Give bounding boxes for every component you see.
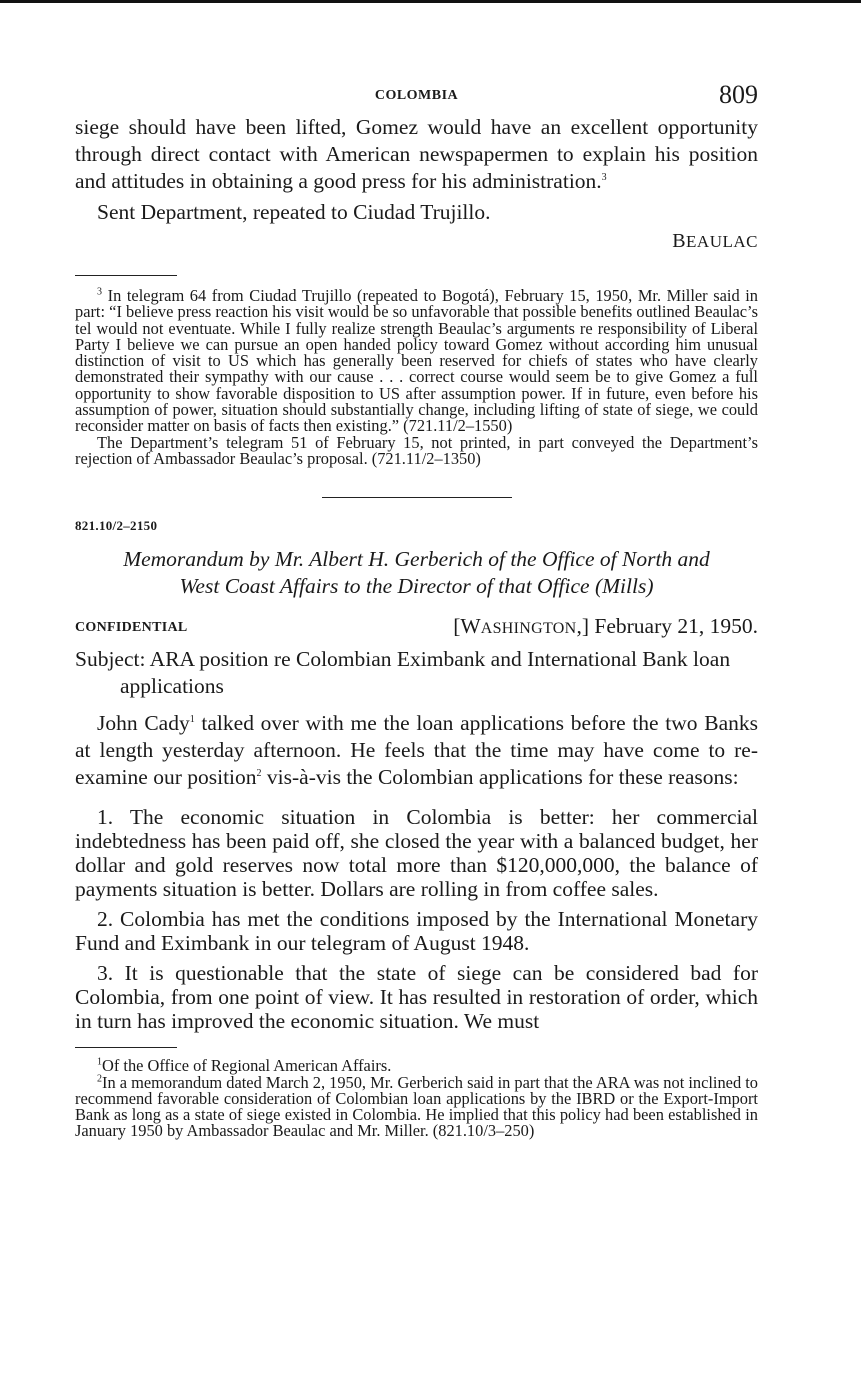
reason-item: 1. The economic situation in Colombia is better: her commercial indebtedness has been paid off, she closed the year with a balanced budget, her dollar and gold reserves now total more than $120,000,000, the balance of payments situation is better. Dollars are rolling in from coffee sales. bbox=[75, 805, 758, 902]
memo-title: Memorandum by Mr. Albert H. Gerberich of the Office of North and West Coast Affairs to the Director of that Office (Mills) bbox=[123, 547, 710, 599]
file-number: 821.10/2–2150 bbox=[75, 518, 158, 534]
top-border-rule bbox=[0, 0, 861, 3]
reason-item: 3. It is questionable that the state of siege can be considered bad for Colombia, from one point of view. It has resulted in restoration of order, which in turn has improved the economic situation. We must bbox=[75, 961, 758, 1034]
footnote-divider-bottom bbox=[75, 1047, 177, 1048]
continuation-paragraph: siege should have been lifted, Gomez would have an excellent opportunity through direct contact with American newspapermen to explain his position and attitudes in obtaining a good press for his administration.$^3$ bbox=[75, 115, 758, 193]
footnote-2: $^2$In a memorandum dated March 2, 1950, Mr. Gerberich said in part that the ARA was not inclined to recommend favorable consideration of Colombian loan applications by the IBRD or the Export-Import Bank as long as a state of siege existed in Colombia. He implied that this policy had been established in January 1950 by Ambassador Beaulac and Mr. Miller. (821.10/3–250) bbox=[75, 1072, 758, 1141]
memo-intro-paragraph: John Cady$^1$ talked over with me the loan applications before the two Banks at length yesterday afternoon. He feels that the time may have come to re-examine our position$^2$ vis-à-vis the Colombian applications for these reasons: bbox=[75, 711, 758, 790]
footnote-3: $^3$ In telegram 64 from Ciudad Trujillo (repeated to Bogotá), February 15, 1950, Mr. Miller said in part: “I believe press reaction his visit would be so unfavorable that possible benefits outlined Beaulac’s tel would not eventuate. While I fully realize strength Beaulac’s arguments re responsibility of Liberal Party I believe we can pursue an open handed policy toward Gomez without according him unusual distinction of visit to US which has generally been reserved for chiefs of states who have clearly demonstrated their sympathy with our cause . . . correct course would seem be to give Gomez a full opportunity to show favorable disposition to US after assumption power. If in future, even before his assumption of power, situation should substantially change, including lifting of state of siege, we could reconsider matter on basis of facts then existing.” (721.11/2–1550) bbox=[75, 286, 758, 436]
footnote-1: $^1$Of the Office of Regional American Affairs. bbox=[97, 1056, 392, 1076]
running-header bbox=[75, 80, 758, 114]
classification-date-line bbox=[75, 614, 758, 642]
footnote-ref-3: 3 bbox=[601, 171, 607, 183]
signature: BEAULAC bbox=[672, 230, 758, 252]
sent-line: Sent Department, repeated to Ciudad Trujillo. bbox=[97, 200, 491, 224]
memo-subject: Subject: ARA position re Colombian Eximbank and International Bank loan applications bbox=[75, 647, 731, 699]
reason-item: 2. Colombia has met the conditions imposed by the International Monetary Fund and Eximbank in our telegram of August 1948. bbox=[75, 907, 758, 956]
page-number: 809 bbox=[719, 80, 758, 109]
reasons-list bbox=[75, 805, 758, 1033]
running-title: COLOMBIA bbox=[374, 88, 459, 103]
section-divider bbox=[322, 497, 512, 498]
page-content bbox=[75, 80, 758, 1140]
footnote-3-continuation: The Department’s telegram 51 of February 15, not printed, in part conveyed the Department’s rejection of Ambassador Beaulac’s proposal. (721.11/2–1350) bbox=[75, 432, 758, 468]
classification-label: CONFIDENTIAL bbox=[75, 620, 188, 636]
footnote-divider bbox=[75, 275, 177, 276]
memo-date: [WASHINGTON,] February 21, 1950. bbox=[453, 614, 758, 639]
